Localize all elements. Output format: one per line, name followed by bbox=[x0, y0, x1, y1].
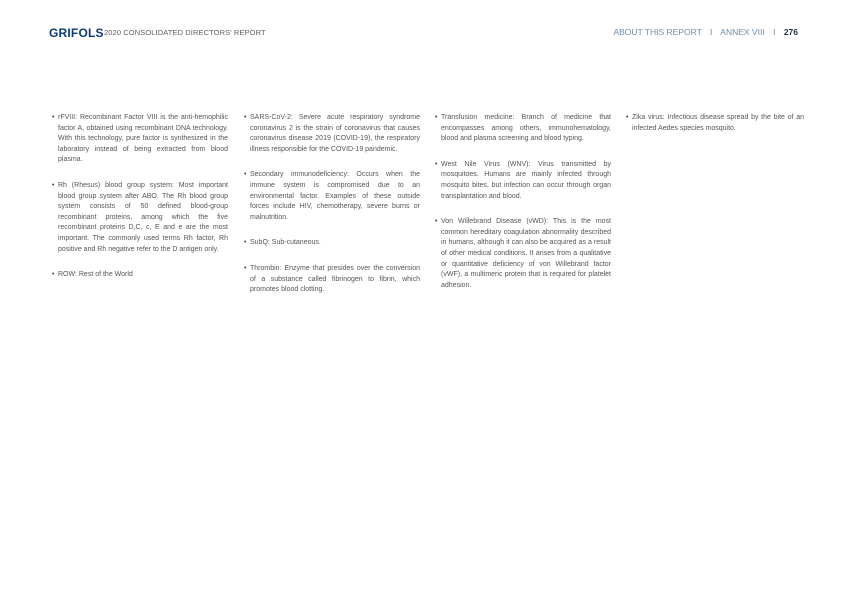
glossary-item-text: Von Willebrand Disease (vWD): This is the most common hereditary coagulation abnormality described in humans, although it can also be acquired as a result of other medical conditions. It arises from a qualitative or quantitative deficiency of von Willebrand factor (vWF), a multimeric protein that is required for platelet adhesion. bbox=[441, 218, 611, 289]
glossary-item-west-nile-virus bbox=[435, 160, 611, 202]
bullet-icon: • bbox=[52, 114, 55, 121]
glossary-column-1 bbox=[52, 113, 228, 296]
bullet-icon: • bbox=[52, 271, 55, 279]
glossary-item-text: ROW: Rest of the World bbox=[58, 271, 133, 279]
glossary-item-text: West Nile Virus (WNV): Virus transmitted by mosquitoes. Humans are mainly infected through mosquito bites, but infection can occur through organ transplantation and blood. bbox=[441, 160, 611, 200]
glossary-item-text: Transfusion medicine: Branch of medicine that encompasses among others, immunohematology, blood and plasma screening and blood typing. bbox=[441, 114, 611, 143]
glossary-item-zika-virus bbox=[626, 113, 804, 134]
page-number: 276 bbox=[783, 27, 798, 37]
about-this-report-link[interactable]: ABOUT THIS REPORT bbox=[613, 27, 702, 37]
glossary-item-von-willebrand bbox=[435, 217, 611, 291]
header-navigation bbox=[613, 27, 798, 37]
glossary-item-rfviii bbox=[52, 113, 228, 166]
nav-separator: I bbox=[773, 27, 776, 37]
glossary-column-3 bbox=[435, 113, 611, 306]
glossary-item-secondary-immunodeficiency bbox=[244, 170, 420, 223]
glossary-item-text: Secondary immunodeficiency: Occurs when the immune system is compromised due to an environmental factor. Examples of these outside forces include HIV, chemotherapy, severe burns or malnutrition. bbox=[250, 171, 420, 221]
glossary-item-rh bbox=[52, 181, 228, 255]
annex-link[interactable]: ANNEX VIII bbox=[720, 27, 765, 37]
glossary-item-text: Zika virus: Infectious disease spread by the bite of an infected Aedes species mosquito. bbox=[632, 114, 804, 132]
glossary-item-row bbox=[52, 270, 228, 281]
page-header bbox=[0, 0, 850, 50]
glossary-item-text: Thrombin: Enzyme that presides over the conversion of a substance called fibrinogen to fibrin, which promotes blood clotting. bbox=[250, 264, 420, 294]
bullet-icon: • bbox=[435, 114, 438, 121]
bullet-icon: • bbox=[244, 264, 247, 272]
glossary-item-thrombin bbox=[244, 264, 420, 296]
grifols-logo: GRIFOLS bbox=[49, 26, 104, 40]
bullet-icon: • bbox=[435, 218, 438, 226]
glossary-column-4 bbox=[626, 113, 804, 149]
bullet-icon: • bbox=[244, 239, 247, 247]
glossary-item-transfusion-medicine bbox=[435, 113, 611, 145]
report-title: 2020 CONSOLIDATED DIRECTORS' REPORT bbox=[104, 28, 266, 37]
glossary-item-text: SubQ: Sub-cutaneous. bbox=[250, 239, 321, 247]
glossary-item-text: rFVIII: Recombinant Factor VIII is the anti-hemophilic factor A, obtained using recombinant DNA technology. With this technology, pure factor is synthesized in the laboratory instead of being extracted from blood plasma. bbox=[58, 114, 228, 164]
glossary-item-text: Rh (Rhesus) blood group system: Most important blood group system after ABO. The Rh blood group system consists of 50 defined blood-group recombinant proteins, among which the five recombinant proteins D,C, c, E and e are the most important. The commonly used terms Rh factor, Rh positive and Rh negative refer to the D antigen only. bbox=[58, 181, 228, 253]
nav-separator: I bbox=[710, 27, 713, 37]
glossary-item-text: SARS-CoV-2: Severe acute respiratory syndrome coronavirus 2 is the strain of coronavirus that causes coronavirus disease 2019 (COVID-19), the respiratory illness responsible for the COVID-19 pandemic. bbox=[250, 114, 420, 153]
glossary-item-subq bbox=[244, 238, 420, 249]
bullet-icon: • bbox=[435, 160, 438, 168]
glossary-item-sars-cov-2 bbox=[244, 113, 420, 155]
glossary-column-2 bbox=[244, 113, 420, 311]
bullet-icon: • bbox=[626, 114, 629, 121]
bullet-icon: • bbox=[244, 114, 247, 121]
bullet-icon: • bbox=[52, 181, 55, 189]
bullet-icon: • bbox=[244, 171, 247, 179]
